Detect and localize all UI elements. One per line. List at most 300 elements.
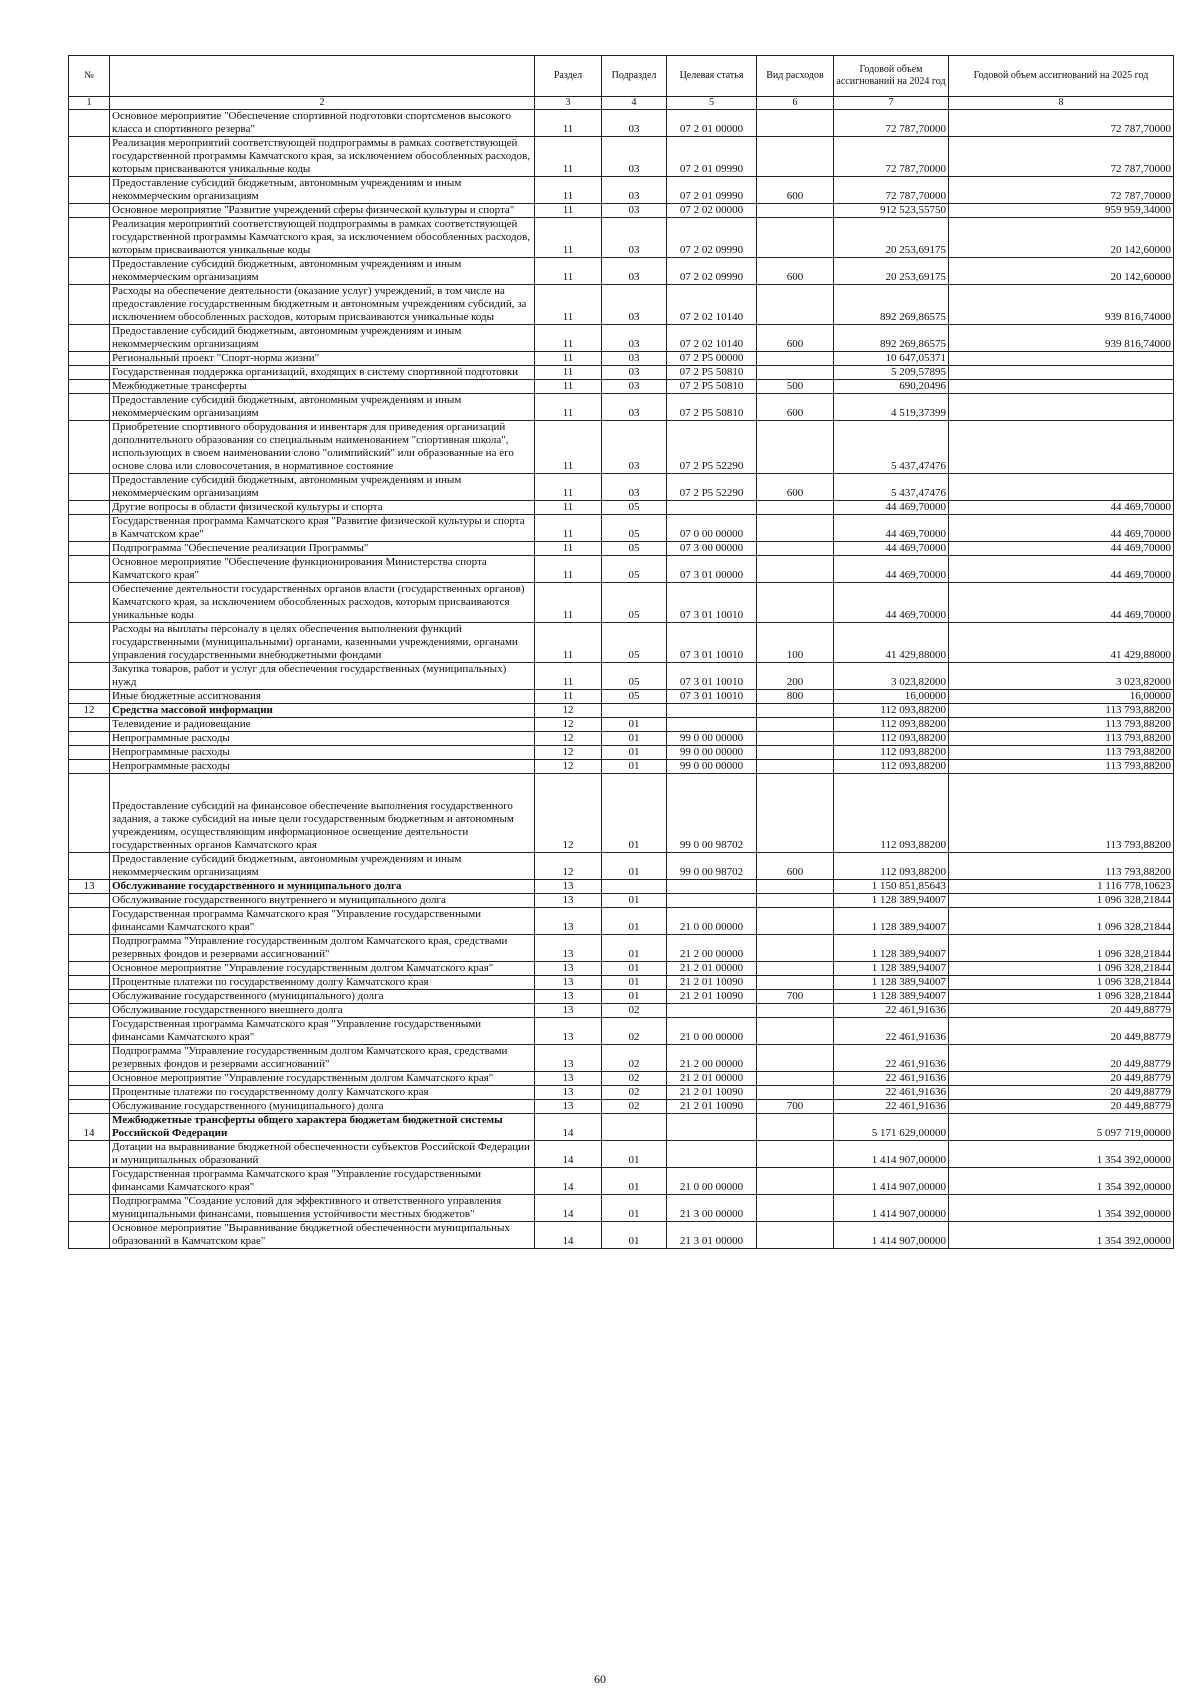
row-amount-2024: 22 461,91636 — [834, 1018, 949, 1045]
row-section: 14 — [535, 1195, 602, 1222]
table-row — [69, 556, 1174, 583]
row-amount-2025: 3 023,82000 — [949, 663, 1174, 690]
table-row — [69, 718, 1174, 732]
row-subsection: 05 — [602, 583, 667, 623]
row-target: 07 2 02 09990 — [667, 258, 757, 285]
row-amount-2025: 44 469,70000 — [949, 542, 1174, 556]
table-row — [69, 990, 1174, 1004]
row-amount-2025: 20 142,60000 — [949, 218, 1174, 258]
row-subsection: 03 — [602, 352, 667, 366]
row-subsection: 03 — [602, 421, 667, 474]
row-exptype: 100 — [757, 623, 834, 663]
row-section: 11 — [535, 258, 602, 285]
row-amount-2025: 113 793,88200 — [949, 704, 1174, 718]
row-exptype: 600 — [757, 853, 834, 880]
row-name: Подпрограмма "Создание условий для эффективного и ответственного управления муниципальными финансами, повышения устойчивости местных бюджетов" — [110, 1195, 535, 1222]
row-target: 99 0 00 00000 — [667, 760, 757, 774]
row-amount-2024: 1 128 389,94007 — [834, 962, 949, 976]
row-number — [69, 501, 110, 515]
row-target: 07 3 01 10010 — [667, 663, 757, 690]
row-amount-2025 — [949, 394, 1174, 421]
row-number — [69, 556, 110, 583]
table-row — [69, 515, 1174, 542]
row-name: Иные бюджетные ассигнования — [110, 690, 535, 704]
row-amount-2025: 44 469,70000 — [949, 515, 1174, 542]
row-section: 11 — [535, 204, 602, 218]
table-row — [69, 204, 1174, 218]
row-exptype — [757, 352, 834, 366]
row-amount-2025: 20 449,88779 — [949, 1086, 1174, 1100]
table-row — [69, 1100, 1174, 1114]
row-name: Основное мероприятие "Управление государственным долгом Камчатского края" — [110, 962, 535, 976]
row-name: Подпрограмма "Управление государственным долгом Камчатского края, средствами резервных фондов и резервами ассигнований" — [110, 1045, 535, 1072]
row-target: 07 2 P5 50810 — [667, 366, 757, 380]
row-number — [69, 1045, 110, 1072]
row-number — [69, 421, 110, 474]
row-amount-2024: 5 171 629,00000 — [834, 1114, 949, 1141]
row-target — [667, 718, 757, 732]
row-subsection — [602, 704, 667, 718]
row-amount-2024: 10 647,05371 — [834, 352, 949, 366]
header-number: 5 — [667, 97, 757, 110]
row-number — [69, 137, 110, 177]
row-number — [69, 352, 110, 366]
row-name: Реализация мероприятий соответствующей подпрограммы в рамках соответствующей государственной программы Камчатского края, за исключением обособленных расходов, которым присваиваются уникальные коды — [110, 137, 535, 177]
row-number — [69, 285, 110, 325]
table-row — [69, 1004, 1174, 1018]
row-amount-2025: 44 469,70000 — [949, 556, 1174, 583]
row-section: 12 — [535, 774, 602, 853]
row-name: Расходы на выплаты персоналу в целях обеспечения выполнения функций государственными (муниципальными) органами, казенными учреждениями, органами управления государственными внебюджетными фондами — [110, 623, 535, 663]
header-section: Раздел — [535, 56, 602, 97]
row-target — [667, 1141, 757, 1168]
row-target: 07 2 01 00000 — [667, 110, 757, 137]
row-exptype — [757, 1072, 834, 1086]
row-amount-2024: 112 093,88200 — [834, 732, 949, 746]
header-target: Целевая статья — [667, 56, 757, 97]
header-row — [69, 56, 1174, 97]
row-subsection: 01 — [602, 908, 667, 935]
row-amount-2024: 22 461,91636 — [834, 1072, 949, 1086]
row-target: 99 0 00 00000 — [667, 746, 757, 760]
row-exptype: 600 — [757, 177, 834, 204]
row-amount-2025: 5 097 719,00000 — [949, 1114, 1174, 1141]
header-2025: Годовой объем ассигнований на 2025 год — [949, 56, 1174, 97]
row-amount-2025: 41 429,88000 — [949, 623, 1174, 663]
table-body — [69, 110, 1174, 1249]
row-number — [69, 853, 110, 880]
row-target: 21 2 01 10090 — [667, 990, 757, 1004]
row-amount-2024: 16,00000 — [834, 690, 949, 704]
row-number — [69, 1086, 110, 1100]
row-section: 11 — [535, 501, 602, 515]
row-section: 11 — [535, 366, 602, 380]
row-target: 07 2 P5 52290 — [667, 474, 757, 501]
row-target — [667, 880, 757, 894]
row-amount-2024: 44 469,70000 — [834, 542, 949, 556]
row-number — [69, 218, 110, 258]
row-number — [69, 542, 110, 556]
row-number — [69, 177, 110, 204]
row-section: 14 — [535, 1141, 602, 1168]
row-section: 11 — [535, 177, 602, 204]
table-row — [69, 1168, 1174, 1195]
row-amount-2025: 44 469,70000 — [949, 583, 1174, 623]
row-name: Обслуживание государственного и муниципального долга — [110, 880, 535, 894]
row-amount-2024: 5 437,47476 — [834, 421, 949, 474]
row-section: 13 — [535, 962, 602, 976]
row-target: 21 2 01 10090 — [667, 1086, 757, 1100]
row-target: 07 3 01 10010 — [667, 623, 757, 663]
row-exptype — [757, 421, 834, 474]
row-target: 07 2 01 09990 — [667, 137, 757, 177]
row-subsection: 01 — [602, 853, 667, 880]
row-amount-2025: 72 787,70000 — [949, 137, 1174, 177]
row-target: 07 0 00 00000 — [667, 515, 757, 542]
row-exptype — [757, 1045, 834, 1072]
row-subsection: 01 — [602, 962, 667, 976]
table-row — [69, 732, 1174, 746]
row-target: 07 3 01 10010 — [667, 583, 757, 623]
header-number: 8 — [949, 97, 1174, 110]
table-row — [69, 110, 1174, 137]
row-subsection: 01 — [602, 774, 667, 853]
row-number — [69, 380, 110, 394]
row-section: 11 — [535, 583, 602, 623]
row-number — [69, 394, 110, 421]
row-section: 12 — [535, 760, 602, 774]
row-subsection: 03 — [602, 366, 667, 380]
row-exptype — [757, 894, 834, 908]
row-amount-2025: 20 449,88779 — [949, 1045, 1174, 1072]
row-exptype: 600 — [757, 474, 834, 501]
row-amount-2025: 1 096 328,21844 — [949, 908, 1174, 935]
row-amount-2025 — [949, 474, 1174, 501]
row-amount-2024: 112 093,88200 — [834, 746, 949, 760]
row-target — [667, 704, 757, 718]
row-subsection: 05 — [602, 556, 667, 583]
row-number — [69, 1168, 110, 1195]
row-name: Обслуживание государственного внутреннего и муниципального долга — [110, 894, 535, 908]
row-amount-2024: 112 093,88200 — [834, 853, 949, 880]
row-subsection — [602, 880, 667, 894]
row-subsection: 03 — [602, 218, 667, 258]
row-section: 11 — [535, 137, 602, 177]
table-row — [69, 853, 1174, 880]
row-number — [69, 746, 110, 760]
row-subsection: 03 — [602, 325, 667, 352]
row-subsection: 03 — [602, 474, 667, 501]
row-exptype — [757, 774, 834, 853]
row-number — [69, 515, 110, 542]
row-target: 07 3 01 00000 — [667, 556, 757, 583]
row-subsection: 02 — [602, 1086, 667, 1100]
table-row — [69, 976, 1174, 990]
row-name: Обеспечение деятельности государственных органов власти (государственных органов) Камчатского края, за исключением обособленных расходов, которым присваиваются уникальные коды — [110, 583, 535, 623]
row-amount-2024: 112 093,88200 — [834, 774, 949, 853]
row-subsection: 01 — [602, 1168, 667, 1195]
row-amount-2024: 72 787,70000 — [834, 177, 949, 204]
row-number — [69, 623, 110, 663]
table-row — [69, 1072, 1174, 1086]
row-target: 07 2 P5 50810 — [667, 380, 757, 394]
row-section: 11 — [535, 623, 602, 663]
row-section: 11 — [535, 690, 602, 704]
header-number: 3 — [535, 97, 602, 110]
row-amount-2025 — [949, 380, 1174, 394]
row-amount-2024: 912 523,55750 — [834, 204, 949, 218]
row-name: Средства массовой информации — [110, 704, 535, 718]
row-number — [69, 1072, 110, 1086]
row-amount-2025 — [949, 421, 1174, 474]
row-amount-2024: 22 461,91636 — [834, 1100, 949, 1114]
row-amount-2025: 20 449,88779 — [949, 1072, 1174, 1086]
row-subsection: 03 — [602, 110, 667, 137]
row-name: Непрограммные расходы — [110, 732, 535, 746]
row-subsection: 01 — [602, 990, 667, 1004]
row-exptype — [757, 962, 834, 976]
row-subsection: 05 — [602, 515, 667, 542]
row-amount-2025: 113 793,88200 — [949, 746, 1174, 760]
row-subsection: 05 — [602, 501, 667, 515]
row-exptype — [757, 556, 834, 583]
row-name: Обслуживание государственного внешнего долга — [110, 1004, 535, 1018]
row-subsection: 02 — [602, 1018, 667, 1045]
row-subsection: 01 — [602, 718, 667, 732]
row-exptype — [757, 204, 834, 218]
row-amount-2024: 112 093,88200 — [834, 760, 949, 774]
row-name: Основное мероприятие "Развитие учреждений сферы физической культуры и спорта" — [110, 204, 535, 218]
row-number — [69, 663, 110, 690]
row-name: Государственная программа Камчатского края "Управление государственными финансами Камчатского края" — [110, 908, 535, 935]
row-target: 07 2 02 09990 — [667, 218, 757, 258]
row-name: Государственная программа Камчатского края "Управление государственными финансами Камчатского края" — [110, 1168, 535, 1195]
row-section: 11 — [535, 556, 602, 583]
row-amount-2024: 72 787,70000 — [834, 110, 949, 137]
row-name: Региональный проект "Спорт-норма жизни" — [110, 352, 535, 366]
row-subsection: 01 — [602, 1222, 667, 1249]
row-target: 07 3 00 00000 — [667, 542, 757, 556]
row-section: 11 — [535, 542, 602, 556]
row-name: Другие вопросы в области физической культуры и спорта — [110, 501, 535, 515]
row-amount-2024: 1 128 389,94007 — [834, 935, 949, 962]
row-section: 13 — [535, 1072, 602, 1086]
row-amount-2024: 1 128 389,94007 — [834, 990, 949, 1004]
table-row — [69, 474, 1174, 501]
row-amount-2024: 1 128 389,94007 — [834, 894, 949, 908]
row-name: Непрограммные расходы — [110, 746, 535, 760]
row-number: 14 — [69, 1114, 110, 1141]
row-number — [69, 1195, 110, 1222]
row-name: Основное мероприятие "Управление государственным долгом Камчатского края" — [110, 1072, 535, 1086]
row-target: 21 2 01 00000 — [667, 1072, 757, 1086]
table-row — [69, 421, 1174, 474]
row-target: 21 3 00 00000 — [667, 1195, 757, 1222]
row-number — [69, 1004, 110, 1018]
row-name: Предоставление субсидий бюджетным, автономным учреждениям и иным некоммерческим организациям — [110, 474, 535, 501]
row-number — [69, 690, 110, 704]
table-row — [69, 962, 1174, 976]
row-amount-2024: 5 209,57895 — [834, 366, 949, 380]
row-section: 12 — [535, 718, 602, 732]
row-section: 11 — [535, 110, 602, 137]
row-name: Расходы на обеспечение деятельности (оказание услуг) учреждений, в том числе на предоставление государственным бюджетным и автономным учреждениям субсидий, за исключением обособленных расходов, которым присваиваются уникальные коды — [110, 285, 535, 325]
row-target: 21 2 00 00000 — [667, 935, 757, 962]
row-target: 07 2 P5 00000 — [667, 352, 757, 366]
row-target — [667, 501, 757, 515]
row-amount-2024: 112 093,88200 — [834, 718, 949, 732]
row-exptype — [757, 908, 834, 935]
row-section: 12 — [535, 704, 602, 718]
row-name: Телевидение и радиовещание — [110, 718, 535, 732]
row-amount-2025: 113 793,88200 — [949, 774, 1174, 853]
row-section: 13 — [535, 1100, 602, 1114]
header-number: 7 — [834, 97, 949, 110]
row-amount-2024: 44 469,70000 — [834, 515, 949, 542]
row-number — [69, 760, 110, 774]
row-exptype: 700 — [757, 990, 834, 1004]
row-name: Непрограммные расходы — [110, 760, 535, 774]
row-exptype — [757, 746, 834, 760]
header-name — [110, 56, 535, 97]
row-exptype — [757, 976, 834, 990]
row-subsection: 01 — [602, 1141, 667, 1168]
row-target: 07 3 01 10010 — [667, 690, 757, 704]
row-amount-2024: 44 469,70000 — [834, 501, 949, 515]
table-row — [69, 935, 1174, 962]
row-amount-2024: 3 023,82000 — [834, 663, 949, 690]
row-amount-2025: 1 354 392,00000 — [949, 1222, 1174, 1249]
row-section: 11 — [535, 421, 602, 474]
row-subsection: 01 — [602, 746, 667, 760]
row-target: 21 0 00 00000 — [667, 1018, 757, 1045]
header-num: № — [69, 56, 110, 97]
row-amount-2024: 1 128 389,94007 — [834, 908, 949, 935]
table-row — [69, 880, 1174, 894]
row-number — [69, 990, 110, 1004]
row-exptype — [757, 935, 834, 962]
row-amount-2024: 1 414 907,00000 — [834, 1141, 949, 1168]
row-name: Основное мероприятие "Выравнивание бюджетной обеспеченности муниципальных образований в Камчатском крае" — [110, 1222, 535, 1249]
row-number — [69, 204, 110, 218]
table-row — [69, 746, 1174, 760]
row-number — [69, 935, 110, 962]
row-amount-2024: 72 787,70000 — [834, 137, 949, 177]
row-target: 21 3 01 00000 — [667, 1222, 757, 1249]
table-row — [69, 380, 1174, 394]
row-name: Процентные платежи по государственному долгу Камчатского края — [110, 976, 535, 990]
row-section: 14 — [535, 1114, 602, 1141]
row-number — [69, 732, 110, 746]
table-row — [69, 1222, 1174, 1249]
row-exptype — [757, 1195, 834, 1222]
row-name: Предоставление субсидий на финансовое обеспечение выполнения государственного задания, а также субсидий на иные цели государственным бюджетным и автономным учреждениям, осуществляющим информационное освещение деятельности государственных органов Камчатского края — [110, 774, 535, 853]
row-target: 21 0 00 00000 — [667, 1168, 757, 1195]
table-row — [69, 325, 1174, 352]
row-target: 21 2 00 00000 — [667, 1045, 757, 1072]
row-exptype — [757, 218, 834, 258]
row-subsection: 03 — [602, 394, 667, 421]
row-exptype: 200 — [757, 663, 834, 690]
row-section: 14 — [535, 1168, 602, 1195]
row-target: 21 2 01 10090 — [667, 976, 757, 990]
row-amount-2025: 1 096 328,21844 — [949, 935, 1174, 962]
row-amount-2024: 892 269,86575 — [834, 325, 949, 352]
row-subsection: 02 — [602, 1004, 667, 1018]
row-amount-2025: 113 793,88200 — [949, 732, 1174, 746]
row-amount-2024: 892 269,86575 — [834, 285, 949, 325]
row-amount-2025: 44 469,70000 — [949, 501, 1174, 515]
row-exptype: 700 — [757, 1100, 834, 1114]
row-section: 13 — [535, 1004, 602, 1018]
row-subsection: 01 — [602, 894, 667, 908]
table-row — [69, 366, 1174, 380]
row-amount-2024: 44 469,70000 — [834, 556, 949, 583]
row-target: 99 0 00 98702 — [667, 774, 757, 853]
row-amount-2025: 72 787,70000 — [949, 177, 1174, 204]
table-row — [69, 285, 1174, 325]
row-exptype — [757, 760, 834, 774]
row-section: 11 — [535, 380, 602, 394]
row-target: 21 2 01 00000 — [667, 962, 757, 976]
row-section: 11 — [535, 515, 602, 542]
table-row — [69, 894, 1174, 908]
row-target: 07 2 02 00000 — [667, 204, 757, 218]
row-exptype: 500 — [757, 380, 834, 394]
table-row — [69, 1086, 1174, 1100]
row-amount-2025: 20 142,60000 — [949, 258, 1174, 285]
row-exptype — [757, 1114, 834, 1141]
row-exptype — [757, 1004, 834, 1018]
row-target — [667, 1004, 757, 1018]
row-subsection: 02 — [602, 1045, 667, 1072]
row-subsection: 05 — [602, 663, 667, 690]
row-exptype — [757, 1086, 834, 1100]
row-exptype — [757, 515, 834, 542]
row-name: Предоставление субсидий бюджетным, автономным учреждениям и иным некоммерческим организациям — [110, 177, 535, 204]
row-amount-2024: 1 150 851,85643 — [834, 880, 949, 894]
table-row — [69, 177, 1174, 204]
row-exptype — [757, 542, 834, 556]
table-row — [69, 623, 1174, 663]
row-number — [69, 1222, 110, 1249]
table-row — [69, 501, 1174, 515]
row-number — [69, 774, 110, 853]
row-subsection: 03 — [602, 258, 667, 285]
row-amount-2025: 20 449,88779 — [949, 1100, 1174, 1114]
row-target: 07 2 02 10140 — [667, 285, 757, 325]
row-name: Государственная поддержка организаций, входящих в систему спортивной подготовки — [110, 366, 535, 380]
table-row — [69, 1195, 1174, 1222]
table-row — [69, 690, 1174, 704]
row-exptype — [757, 366, 834, 380]
row-amount-2025: 20 449,88779 — [949, 1004, 1174, 1018]
row-section: 11 — [535, 394, 602, 421]
row-amount-2025: 16,00000 — [949, 690, 1174, 704]
row-amount-2025: 20 449,88779 — [949, 1018, 1174, 1045]
row-exptype — [757, 501, 834, 515]
row-target: 99 0 00 98702 — [667, 853, 757, 880]
row-target: 07 2 P5 52290 — [667, 421, 757, 474]
table-row — [69, 542, 1174, 556]
row-section: 11 — [535, 352, 602, 366]
row-exptype — [757, 718, 834, 732]
row-section: 13 — [535, 1018, 602, 1045]
row-name: Предоставление субсидий бюджетным, автономным учреждениям и иным некоммерческим организациям — [110, 325, 535, 352]
row-number — [69, 325, 110, 352]
row-section: 13 — [535, 935, 602, 962]
row-exptype — [757, 583, 834, 623]
